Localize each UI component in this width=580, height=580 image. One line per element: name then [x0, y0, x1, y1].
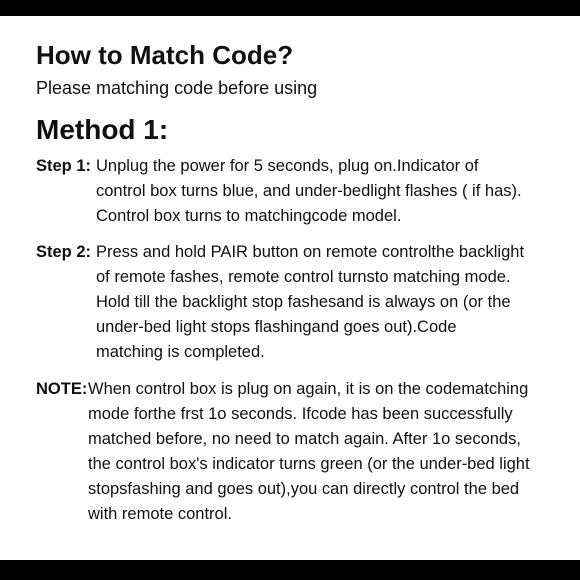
step-2-line: Hold till the backlight stop fashesand is always on (or the [96, 293, 511, 311]
bottom-border [0, 560, 580, 580]
note-line: with remote control. [88, 505, 232, 523]
note-line: stopsfashing and goes out),you can directly control the bed [88, 480, 520, 498]
step-1-label: Step 1: [36, 157, 92, 175]
step-1-line: Control box turns to matchingcode model. [96, 207, 402, 225]
note-line: mode forthe frst 1o seconds. Ifcode has been successfully [88, 405, 513, 423]
note-line: When control box is plug on again, it is on the codematching [88, 380, 529, 398]
note-label: NOTE: [36, 380, 88, 398]
step-2-text [96, 240, 556, 365]
step-2-line: matching is completed. [96, 343, 265, 361]
step-1 [36, 154, 556, 229]
step-1-text [96, 154, 556, 229]
step-2-line: under-bed light stops flashingand goes out).Code [96, 318, 457, 336]
note-line: the control box's indicator turns green (or the under-bed light [88, 455, 530, 473]
step-2-line: of remote fashes, remote control turnsto matching mode. [96, 268, 511, 286]
note-line: matched before, no need to match again. After 1o seconds, [88, 430, 521, 448]
note-text [88, 377, 556, 527]
method-heading: Method 1: [36, 114, 169, 145]
page-title: How to Match Code? [36, 40, 294, 70]
page-subtitle: Please matching code before using [36, 78, 318, 98]
step-1-line: control box turns blue, and under-bedlight flashes ( if has). [96, 182, 522, 200]
top-border [0, 0, 580, 16]
note [36, 377, 556, 527]
step-2 [36, 240, 556, 365]
step-2-line: Press and hold PAIR button on remote controlthe backlight [96, 243, 525, 261]
step-1-line: Unplug the power for 5 seconds, plug on.Indicator of [96, 157, 479, 175]
step-2-label: Step 2: [36, 243, 92, 261]
